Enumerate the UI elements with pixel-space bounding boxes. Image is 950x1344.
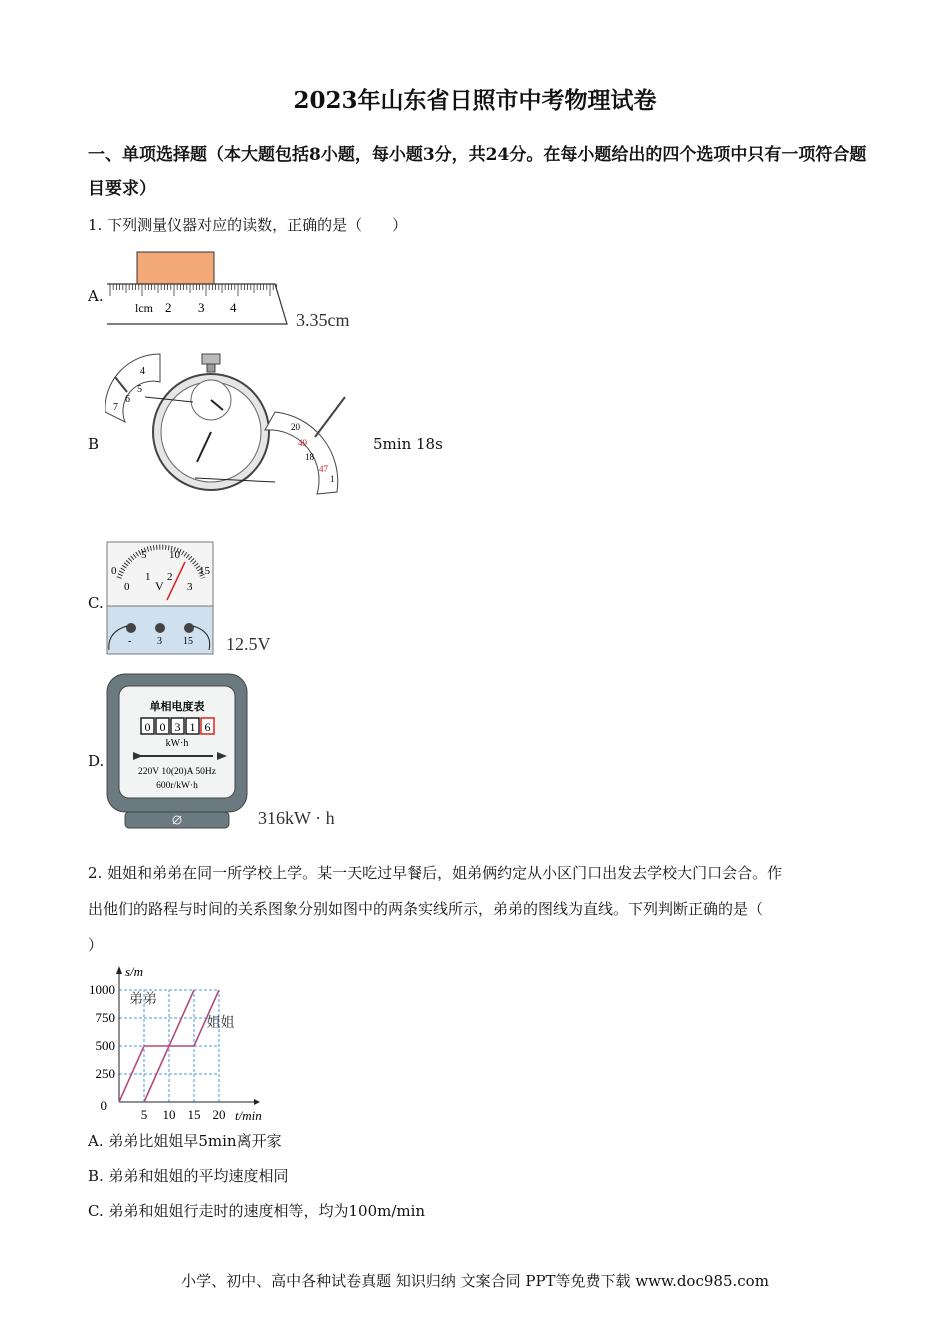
meter-digit: 0 bbox=[159, 720, 166, 734]
question-2-stem-line3: ） bbox=[88, 936, 104, 954]
svg-text:4: 4 bbox=[230, 300, 237, 315]
y-tick-label: 1000 bbox=[89, 982, 115, 997]
meter-digit: 3 bbox=[174, 720, 181, 734]
svg-text:3: 3 bbox=[187, 581, 193, 593]
svg-text:18: 18 bbox=[305, 452, 314, 462]
svg-text:2: 2 bbox=[167, 571, 173, 583]
svg-text:47: 47 bbox=[319, 464, 328, 474]
svg-text:1: 1 bbox=[145, 571, 151, 583]
footer-text: 小学、初中、高中各种试卷真题 知识归纳 文案合同 PPT等免费下载 www.doc985.com bbox=[181, 1272, 769, 1290]
section-heading: 一、单项选择题（本大题包括8小题，每小题3分，共24分。在每小题给出的四个选项中只有一项符合题目要求） bbox=[88, 145, 867, 199]
x-tick-label: 10 bbox=[162, 1107, 176, 1120]
question-2-option-b: B. 弟弟和姐姐的平均速度相同 bbox=[88, 1167, 289, 1185]
option-b-value: 5min 18s bbox=[373, 435, 443, 453]
question-1-stem: 1. 下列测量仪器对应的读数，正确的是（ ） bbox=[88, 216, 408, 234]
electricity-meter-figure bbox=[105, 672, 250, 832]
voltmeter-figure bbox=[105, 540, 217, 658]
svg-text:10: 10 bbox=[169, 549, 180, 561]
svg-text:15: 15 bbox=[183, 636, 193, 647]
question-2-stem-line2: 出他们的路程与时间的关系图象分别如图中的两条实线所示，弟弟的图线为直线。下列判断正确的是（ bbox=[88, 900, 764, 918]
svg-text:15: 15 bbox=[199, 565, 210, 577]
option-d-letter: D. bbox=[88, 752, 105, 770]
y-tick-label: 750 bbox=[95, 1010, 115, 1025]
svg-text:2: 2 bbox=[165, 300, 172, 315]
svg-text:20: 20 bbox=[291, 422, 300, 432]
svg-text:-: - bbox=[128, 636, 132, 647]
option-c-value: 12.5V bbox=[226, 634, 271, 654]
svg-text:600r/kW·h: 600r/kW·h bbox=[156, 781, 198, 791]
svg-text:49: 49 bbox=[298, 438, 307, 448]
series-label-sister: 姐姐 bbox=[206, 1015, 235, 1031]
meter-digit: 1 bbox=[189, 720, 196, 734]
y-axis-label: s/m bbox=[125, 964, 144, 979]
y-axis-arrow bbox=[116, 966, 122, 974]
page-title: 2023年山东省日照市中考物理试卷 bbox=[293, 87, 657, 114]
svg-text:0: 0 bbox=[111, 565, 117, 577]
svg-text:3: 3 bbox=[157, 636, 162, 647]
option-b-letter: B bbox=[88, 435, 100, 453]
meter-digit: 0 bbox=[144, 720, 151, 734]
stopwatch-figure bbox=[105, 352, 350, 502]
x-tick-label: 15 bbox=[187, 1107, 201, 1120]
option-c-letter: C. bbox=[88, 594, 104, 612]
x-tick-label: 5 bbox=[140, 1107, 148, 1120]
meter-digit: 6 bbox=[204, 720, 211, 734]
svg-text:7: 7 bbox=[113, 402, 118, 413]
svg-text:单相电度表: 单相电度表 bbox=[149, 701, 205, 713]
ruler-figure bbox=[105, 250, 290, 330]
svg-text:6: 6 bbox=[125, 394, 130, 405]
x-axis-label: t/min bbox=[235, 1108, 262, 1120]
svg-text:1: 1 bbox=[330, 474, 335, 484]
origin-label: 0 bbox=[100, 1098, 107, 1113]
question-2-stem-line1: 2. 姐姐和弟弟在同一所学校上学。某一天吃过早餐后，姐弟俩约定从小区门口出发去学校大门口会合。作 bbox=[88, 864, 783, 882]
y-tick-label: 250 bbox=[95, 1066, 115, 1081]
svg-text:4: 4 bbox=[140, 366, 145, 377]
svg-text:kW·h: kW·h bbox=[165, 738, 189, 749]
svg-text:3: 3 bbox=[198, 300, 205, 315]
distance-time-graph bbox=[82, 960, 272, 1120]
svg-text:V: V bbox=[155, 579, 164, 593]
x-tick-label: 20 bbox=[212, 1107, 226, 1120]
svg-text:220V 10(20)A 50Hz: 220V 10(20)A 50Hz bbox=[138, 767, 216, 777]
svg-text:0: 0 bbox=[124, 581, 130, 593]
svg-text:5: 5 bbox=[137, 384, 142, 395]
question-2-option-a: A. 弟弟比姐姐早5min离开家 bbox=[88, 1132, 282, 1150]
option-a-value: 3.35cm bbox=[296, 310, 350, 330]
option-d-value: 316kW · h bbox=[258, 808, 335, 828]
option-a-letter: A. bbox=[88, 287, 104, 305]
y-tick-label: 500 bbox=[95, 1038, 115, 1053]
svg-text:lcm: lcm bbox=[135, 301, 153, 315]
svg-text:5: 5 bbox=[141, 549, 147, 561]
series-label-brother: 弟弟 bbox=[129, 992, 157, 1008]
question-2-option-c: C. 弟弟和姐姐行走时的速度相等，均为100m/min bbox=[88, 1202, 426, 1220]
x-axis-arrow bbox=[254, 1099, 260, 1105]
